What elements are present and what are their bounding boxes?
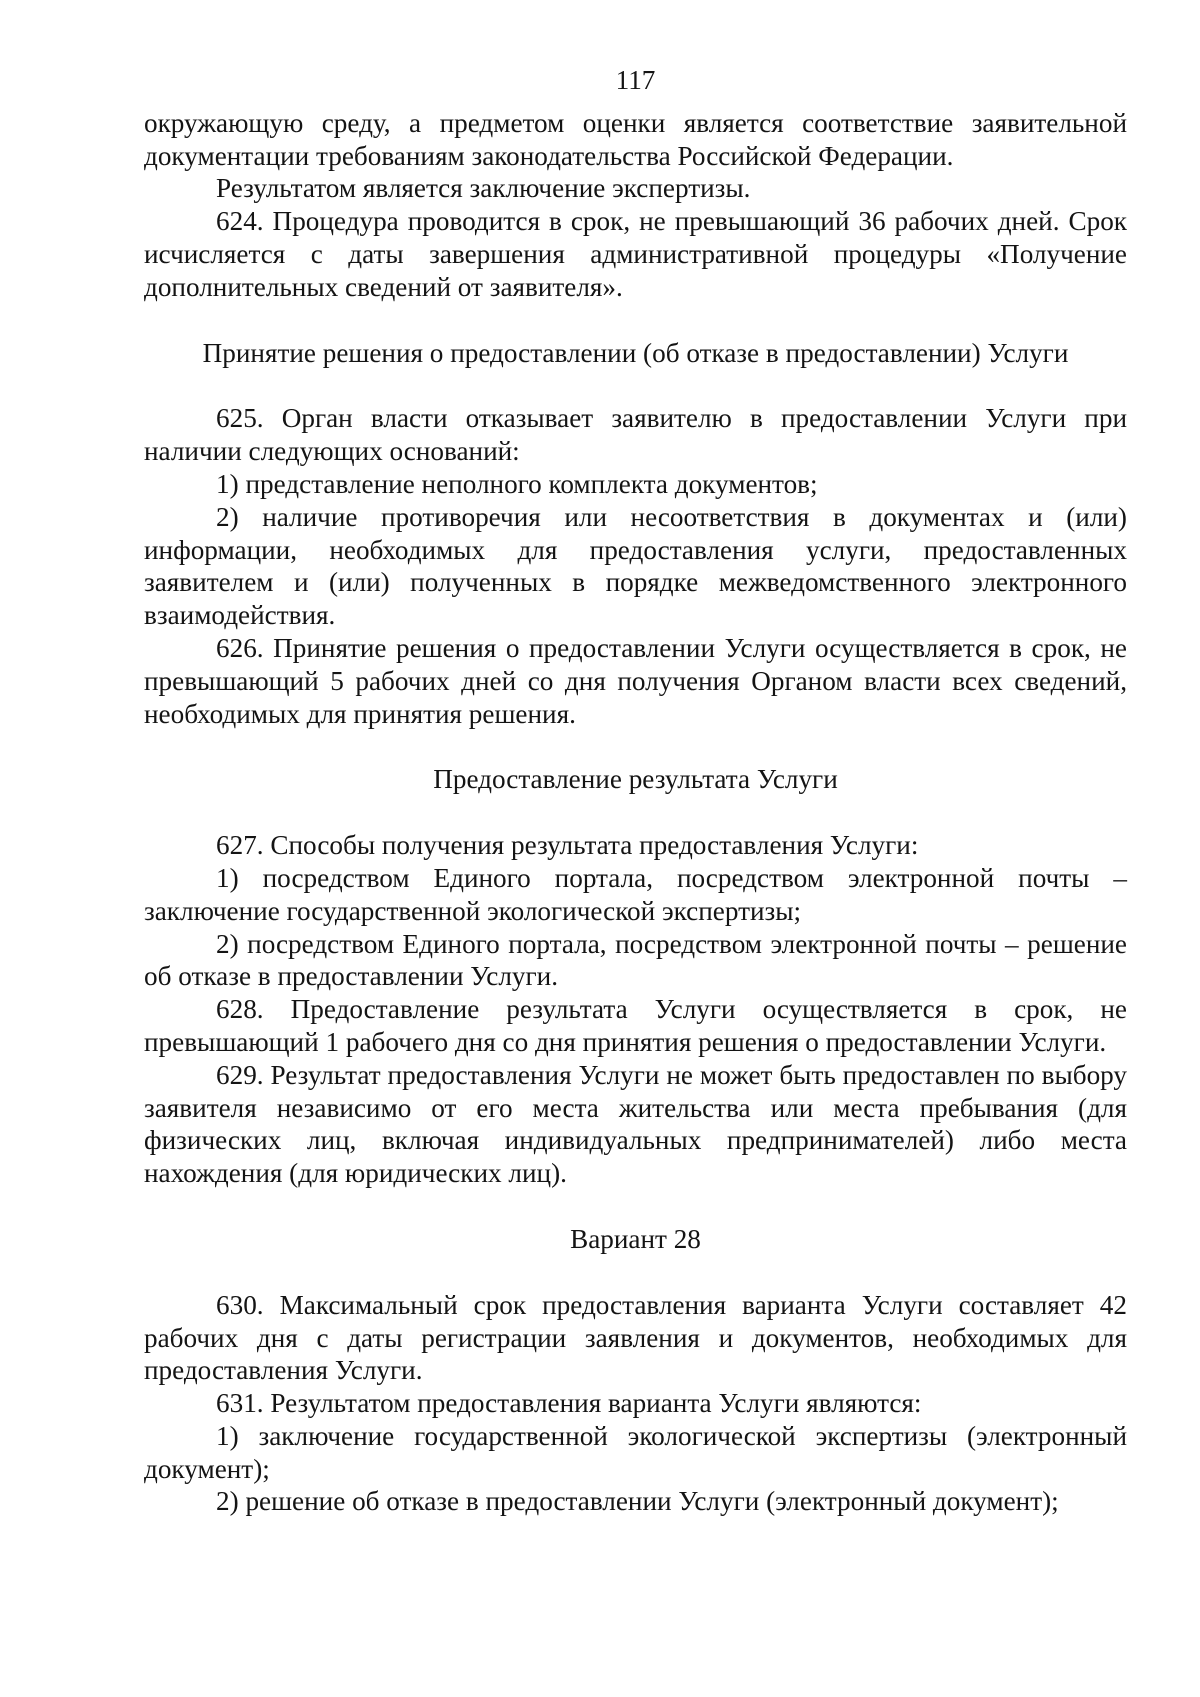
- paragraph: 1) заключение государственной экологической экспертизы (электронный документ);: [144, 1420, 1127, 1484]
- paragraph: 631. Результатом предоставления варианта Услуги являются:: [216, 1388, 922, 1419]
- paragraph: 628. Предоставление результата Услуги осуществляется в срок, не превышающий 1 рабочего дня со дня принятия решения о предоставлении Услуги.: [144, 994, 1127, 1057]
- page-number: 117: [615, 65, 656, 95]
- section-heading: Вариант 28: [570, 1223, 701, 1254]
- paragraph: Результатом является заключение экспертизы.: [216, 173, 751, 204]
- paragraph: 2) посредством Единого портала, посредством электронной почты – решение об отказе в предоставлении Услуги.: [144, 928, 1127, 992]
- paragraph: 627. Способы получения результата предоставления Услуги:: [216, 830, 919, 861]
- paragraph: 1) посредством Единого портала, посредством электронной почты – заключение государственной экологической экспертизы;: [144, 862, 1127, 926]
- document-page: [144, 64, 1127, 1518]
- paragraph: 630. Максимальный срок предоставления варианта Услуги составляет 42 рабочих дня с даты регистрации заявления и документов, необходимых для предоставления Услуги.: [144, 1289, 1127, 1386]
- paragraph: 1) представление неполного комплекта документов;: [216, 468, 818, 499]
- paragraph: 624. Процедура проводится в срок, не превышающий 36 рабочих дней. Срок исчисляется с даты завершения административной процедуры «Получение дополнительных сведений от заявителя».: [144, 206, 1127, 302]
- document-body: [144, 107, 1127, 1518]
- paragraph: 629. Результат предоставления Услуги не может быть предоставлен по выбору заявителя независимо от его места жительства или места пребывания (для физических лиц, включая индивидуальных предпринимателей) либо места нахождения (для юридических лиц).: [144, 1059, 1127, 1189]
- paragraph: 2) наличие противоречия или несоответствия в документах и (или) информации, необходимых для предоставления услуги, предоставленных заявителем и (или) полученных в порядке межведомственного электронного взаимодействия.: [144, 501, 1127, 631]
- paragraph: 626. Принятие решения о предоставлении Услуги осуществляется в срок, не превышающий 5 рабочих дней со дня получения Органом власти всех сведений, необходимых для принятия решения.: [144, 632, 1127, 729]
- section-heading: Предоставление результата Услуги: [433, 764, 838, 795]
- paragraph: 625. Орган власти отказывает заявителю в предоставлении Услуги при наличии следующих оснований:: [144, 403, 1127, 467]
- paragraph: 2) решение об отказе в предоставлении Услуги (электронный документ);: [216, 1486, 1059, 1517]
- section-heading: Принятие решения о предоставлении (об отказе в предоставлении) Услуги: [202, 337, 1069, 368]
- paragraph: окружающую среду, а предметом оценки является соответствие заявительной документации требованиям законодательства Российской Федерации.: [144, 107, 1127, 171]
